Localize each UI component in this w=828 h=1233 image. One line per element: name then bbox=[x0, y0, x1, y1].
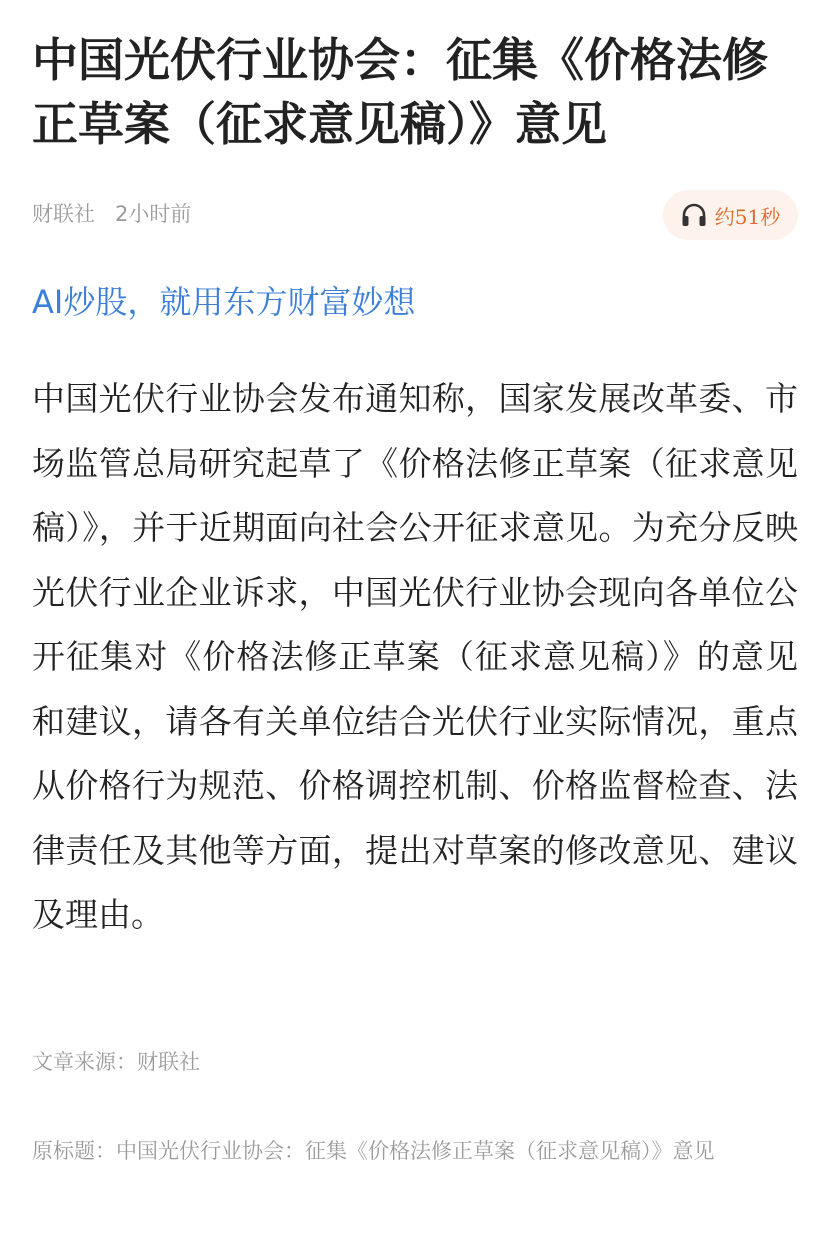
source-name[interactable]: 财联社 bbox=[32, 202, 95, 226]
article-body: 中国光伏行业协会发布通知称，国家发展改革委、市场监管总局研究起草了《价格法修正草案（征求意见稿）》，并于近期面向社会公开征求意见。为充分反映光伏行业企业诉求，中国光伏行业协会现向各单位公开征集对《价格法修正草案（征求意见稿）》的意见和建议，请各有关单位结合光伏行业实际情况，重点从价格行为规范、价格调控机制、价格监督检查、法律责任及其他等方面，提出对草案的修改意见、建议及理由。 bbox=[32, 379, 798, 934]
audio-duration: 约51秒 bbox=[714, 204, 781, 229]
listen-audio-button[interactable] bbox=[663, 190, 798, 240]
headphones-icon bbox=[681, 203, 707, 227]
publish-time: 2小时前 bbox=[115, 202, 192, 226]
article-source: 文章来源：财联社 bbox=[32, 1050, 200, 1074]
promo-link[interactable]: AI炒股，就用东方财富妙想 bbox=[32, 283, 416, 321]
original-title: 原标题：中国光伏行业协会：征集《价格法修正草案（征求意见稿）》意见 bbox=[32, 1139, 715, 1163]
article-title: 中国光伏行业协会：征集《价格法修正草案（征求意见稿）》意见 bbox=[32, 33, 768, 151]
article-meta bbox=[32, 196, 191, 232]
